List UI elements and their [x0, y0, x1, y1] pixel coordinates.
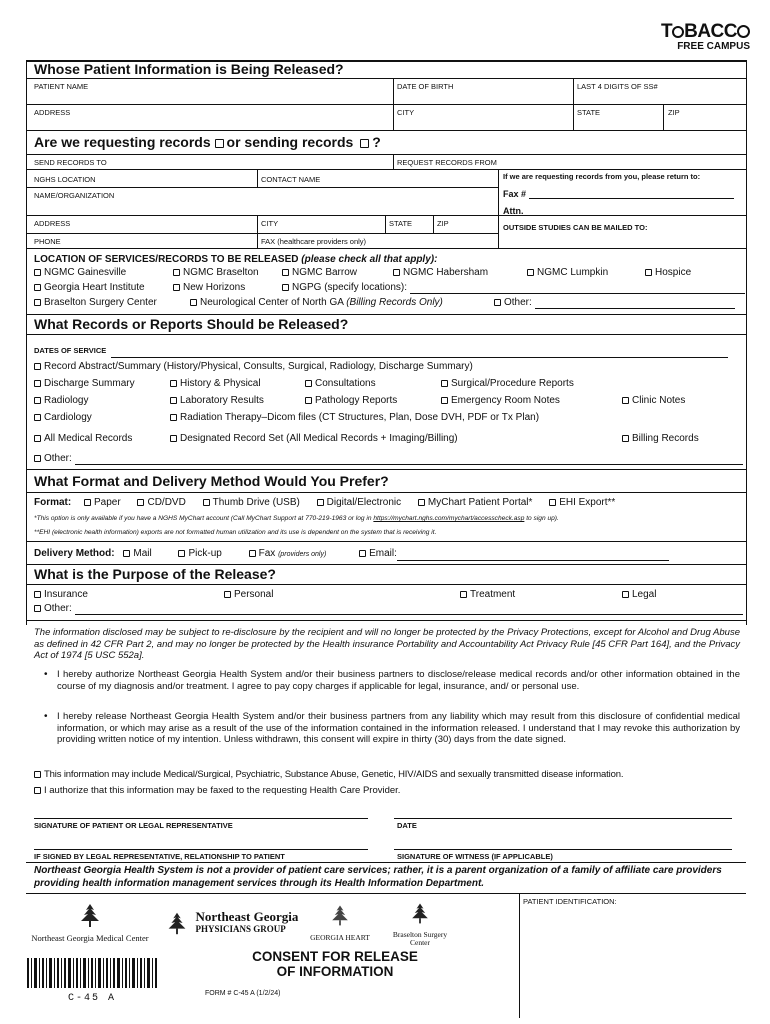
braselton-surgery-logo: Braselton Surgery Center: [385, 900, 455, 947]
phone-label: PHONE: [34, 237, 61, 246]
format-row: Format: Paper CD/DVD Thumb Drive (USB) Digital/Electronic MyChart Patient Portal* EHI Export**: [34, 497, 616, 508]
locations-heading: LOCATION OF SERVICES/RECORDS TO BE RELEASED (please check all that apply):: [34, 254, 438, 265]
rec-er[interactable]: Emergency Room Notes: [441, 395, 560, 407]
ngpg-logo: Northeast Georgia PHYSICIANS GROUP: [163, 910, 298, 936]
checkbox[interactable]: [34, 269, 41, 276]
sending-checkbox[interactable]: [360, 139, 369, 148]
checkbox[interactable]: [123, 550, 130, 557]
checkbox[interactable]: [622, 591, 629, 598]
rec-cardiology[interactable]: Cardiology: [34, 412, 92, 424]
checkbox[interactable]: [34, 605, 41, 612]
delivery-mail[interactable]: Mail: [123, 548, 151, 559]
checkbox[interactable]: [173, 284, 180, 291]
disclosure-text: The information disclosed may be subject to re-disclosure by the recipient and will no longer be protected by the Privacy Protections, except for Alcohol and Drug Abuse as defined in 42 CFR Part 2, and may no longer be protected by the Health insurance Portability and Accountability Act Privacy Rule [45 CFR Part 164], and the Privacy Act of 1974 [5 USC 552a].: [34, 627, 740, 662]
loc-hospice[interactable]: Hospice: [645, 267, 691, 279]
checkbox[interactable]: [170, 435, 177, 442]
rec-other[interactable]: Other:: [34, 453, 743, 465]
loc-new-horizons[interactable]: New Horizons: [173, 282, 245, 294]
georgia-heart-logo: GEORGIA HEART: [300, 902, 380, 942]
rec-billing[interactable]: Billing Records: [622, 433, 699, 445]
checkbox[interactable]: [34, 299, 41, 306]
disclaimer-text: Northeast Georgia Health System is not a provider of patient care services; rather, it is a parent organization of a family of affiliate care providers providing health information management services through its Health Information Department.: [34, 865, 722, 889]
checkbox[interactable]: [359, 550, 366, 557]
checkbox[interactable]: [549, 499, 556, 506]
address-label: ADDRESS: [34, 108, 71, 117]
city-label: CITY: [397, 108, 415, 117]
attn-field[interactable]: Attn.: [503, 205, 733, 216]
address-label-2: ADDRESS: [34, 219, 71, 228]
format-paper[interactable]: Paper: [84, 497, 121, 508]
purpose-treatment[interactable]: Treatment: [460, 589, 515, 601]
checkbox[interactable]: [170, 380, 177, 387]
delivery-pickup[interactable]: Pick-up: [178, 548, 221, 559]
checkbox[interactable]: [249, 550, 256, 557]
checkbox[interactable]: [170, 397, 177, 404]
patient-id-label: PATIENT IDENTIFICATION:: [523, 897, 617, 906]
section-title-purpose: What is the Purpose of the Release?: [34, 566, 276, 582]
dob-label: DATE OF BIRTH: [397, 82, 454, 91]
checkbox[interactable]: [460, 591, 467, 598]
state-label: STATE: [577, 108, 601, 117]
patient-signature-label: SIGNATURE OF PATIENT OR LEGAL REPRESENTATIVE: [34, 821, 233, 830]
bullet-icon: •: [44, 711, 48, 722]
checkbox[interactable]: [34, 414, 41, 421]
checkbox[interactable]: [317, 499, 324, 506]
checkbox[interactable]: [527, 269, 534, 276]
checkbox[interactable]: [282, 284, 289, 291]
barcode: C-45 A: [27, 958, 157, 1004]
format-usb[interactable]: Thumb Drive (USB): [203, 497, 300, 508]
checkbox[interactable]: [622, 397, 629, 404]
mychart-link[interactable]: https://mychart.nghs.com/mychart/accesscheck.asp: [373, 515, 525, 522]
format-mychart[interactable]: MyChart Patient Portal*: [418, 497, 533, 508]
nghs-location-label: NGHS LOCATION: [34, 175, 96, 184]
loc-braselton-surgery[interactable]: Braselton Surgery Center: [34, 297, 157, 309]
checkbox[interactable]: [305, 380, 312, 387]
checkbox[interactable]: [418, 499, 425, 506]
zip-label: ZIP: [668, 108, 680, 117]
checkbox[interactable]: [190, 299, 197, 306]
ehi-note: **EHI (electronic health information) exports are not formatted human utilization and its use is dependent on the system that is receiving it.: [34, 529, 437, 536]
name-org-label: NAME/ORGANIZATION: [34, 191, 115, 200]
tobacco-free-logo: T BACC FREE CAMPUS: [661, 21, 750, 52]
checkbox[interactable]: [34, 363, 41, 370]
requesting-checkbox[interactable]: [215, 139, 224, 148]
return-note: If we are requesting records from you, please return to:: [503, 172, 701, 181]
loc-neurological[interactable]: Neurological Center of North GA (Billing Records Only): [190, 297, 443, 309]
rec-designated[interactable]: Designated Record Set (All Medical Records + Imaging/Billing): [170, 433, 458, 445]
loc-ngmc-gainesville[interactable]: NGMC Gainesville: [34, 267, 126, 279]
delivery-fax[interactable]: Fax (providers only): [249, 548, 327, 559]
checkbox[interactable]: [494, 299, 501, 306]
rec-surgical[interactable]: Surgical/Procedure Reports: [441, 378, 574, 390]
purpose-legal[interactable]: Legal: [622, 589, 656, 601]
outside-studies-label: OUTSIDE STUDIES CAN BE MAILED TO:: [503, 223, 648, 232]
no-smoking-icon: [737, 25, 750, 38]
state-label-2: STATE: [389, 219, 413, 228]
checkbox[interactable]: [34, 380, 41, 387]
rec-radiology[interactable]: Radiology: [34, 395, 88, 407]
checkbox[interactable]: [84, 499, 91, 506]
section-title-records: What Records or Reports Should be Released?: [34, 316, 349, 332]
form-number: FORM # C-45 A (1/2/24): [205, 990, 281, 997]
section-title-format: What Format and Delivery Method Would You Prefer?: [34, 473, 389, 489]
patient-name-label: PATIENT NAME: [34, 82, 89, 91]
checkbox[interactable]: [224, 591, 231, 598]
loc-ngpg[interactable]: NGPG (specify locations):: [282, 282, 745, 294]
contact-name-label: CONTACT NAME: [261, 175, 321, 184]
tree-icon: [75, 902, 105, 928]
send-records-to-label: SEND RECORDS TO: [34, 158, 107, 167]
section-title-request-send: Are we requesting records or sending records ?: [34, 134, 381, 150]
checkbox[interactable]: [34, 771, 41, 778]
checkbox[interactable]: [282, 269, 289, 276]
witness-signature-label: SIGNATURE OF WITNESS (IF APPLICABLE): [397, 852, 553, 861]
checkbox[interactable]: [645, 269, 652, 276]
bullet-icon: •: [44, 669, 48, 680]
purpose-insurance[interactable]: Insurance: [34, 589, 88, 601]
format-cd[interactable]: CD/DVD: [137, 497, 185, 508]
fax-consent[interactable]: I authorize that this information may be faxed to the requesting Health Care Provider.: [34, 785, 400, 797]
no-smoking-icon: [672, 26, 684, 38]
loc-georgia-heart[interactable]: Georgia Heart Institute: [34, 282, 145, 294]
checkbox[interactable]: [441, 397, 448, 404]
sensitive-info-consent[interactable]: This information may include Medical/Surgical, Psychiatric, Substance Abuse, Genetic, HIV/AIDS and sexually transmitted disease information.: [34, 769, 740, 781]
rec-consultations[interactable]: Consultations: [305, 378, 376, 390]
loc-ngmc-lumpkin[interactable]: NGMC Lumpkin: [527, 267, 608, 279]
fax-field[interactable]: Fax #: [503, 188, 734, 199]
request-records-from-label: REQUEST RECORDS FROM: [397, 158, 497, 167]
checkbox[interactable]: [34, 284, 41, 291]
heart-tree-icon: [327, 902, 353, 928]
checkbox[interactable]: [34, 397, 41, 404]
delivery-row: Delivery Method: Mail Pick-up Fax (providers only) Email:: [34, 548, 669, 561]
form-title: CONSENT FOR RELEASE OF INFORMATION: [252, 949, 418, 979]
rec-discharge[interactable]: Discharge Summary: [34, 378, 135, 390]
checkbox[interactable]: [34, 455, 41, 462]
relationship-label: IF SIGNED BY LEGAL REPRESENTATIVE, RELATIONSHIP TO PATIENT: [34, 852, 285, 861]
tree-icon: [163, 910, 191, 936]
format-ehi[interactable]: EHI Export**: [549, 497, 615, 508]
checkbox[interactable]: [622, 435, 629, 442]
checkbox[interactable]: [137, 499, 144, 506]
rec-abstract[interactable]: Record Abstract/Summary (History/Physical, Consults, Surgical, Radiology, Discharge Summary): [34, 361, 473, 373]
tree-icon: [407, 900, 433, 926]
rec-radiation[interactable]: Radiation Therapy–Dicom files (CT Structures, Plan, Dose DVH, PDF or Tx Plan): [170, 412, 539, 424]
loc-ngmc-braselton[interactable]: NGMC Braselton: [173, 267, 259, 279]
authorize-text: I hereby authorize Northeast Georgia Health System and/or their business partners to disclose/release medical records and/or other information obtained in the course of my diagnosis and/or treatment. I agree to pay copy charges if applicable for legal, insurance, and/ or personal use.: [57, 669, 740, 692]
fax-hc-label: FAX (healthcare providers only): [261, 237, 367, 246]
loc-ngmc-barrow[interactable]: NGMC Barrow: [282, 267, 357, 279]
rec-lab[interactable]: Laboratory Results: [170, 395, 264, 407]
release-text: I hereby release Northeast Georgia Health System and/or their business partners from any liability which may result from this disclosure of confidential medical information, or which may arise as a result of the use of the information contained in the information released. I understand that I may revoke this authorization by providing written notice of my intention. Unless withdrawn, this consent will expire in thirty (30) days from the date signed.: [57, 711, 740, 746]
rec-all[interactable]: All Medical Records: [34, 433, 132, 445]
mychart-note: *This option is only available if you have a NGHS MyChart account (Call MyChart Support at 770-219-1963 or log in https://mychart.nghs.com/mychart/accesscheck.asp to sign up).: [34, 515, 559, 522]
loc-other[interactable]: Other:: [494, 297, 735, 309]
checkbox[interactable]: [170, 414, 177, 421]
ssn-label: LAST 4 DIGITS OF SS#: [577, 82, 658, 91]
checkbox[interactable]: [178, 550, 185, 557]
checkbox[interactable]: [203, 499, 210, 506]
purpose-other[interactable]: Other:: [34, 603, 743, 615]
checkbox[interactable]: [393, 269, 400, 276]
format-digital[interactable]: Digital/Electronic: [317, 497, 401, 508]
date-label: DATE: [397, 821, 417, 830]
delivery-email[interactable]: Email:: [359, 548, 669, 559]
checkbox[interactable]: [34, 591, 41, 598]
city-label-2: CITY: [261, 219, 279, 228]
checkbox[interactable]: [34, 787, 41, 794]
ngmc-logo: Northeast Georgia Medical Center: [24, 902, 156, 943]
zip-label-2: ZIP: [437, 219, 449, 228]
loc-ngmc-habersham[interactable]: NGMC Habersham: [393, 267, 488, 279]
section-title-patient: Whose Patient Information is Being Released?: [34, 61, 344, 77]
dates-of-service-field[interactable]: DATES OF SERVICE: [34, 340, 728, 358]
checkbox[interactable]: [34, 435, 41, 442]
checkbox[interactable]: [441, 380, 448, 387]
rec-history[interactable]: History & Physical: [170, 378, 261, 390]
purpose-personal[interactable]: Personal: [224, 589, 273, 601]
rec-clinic[interactable]: Clinic Notes: [622, 395, 685, 407]
checkbox[interactable]: [173, 269, 180, 276]
checkbox[interactable]: [305, 397, 312, 404]
rec-pathology[interactable]: Pathology Reports: [305, 395, 397, 407]
